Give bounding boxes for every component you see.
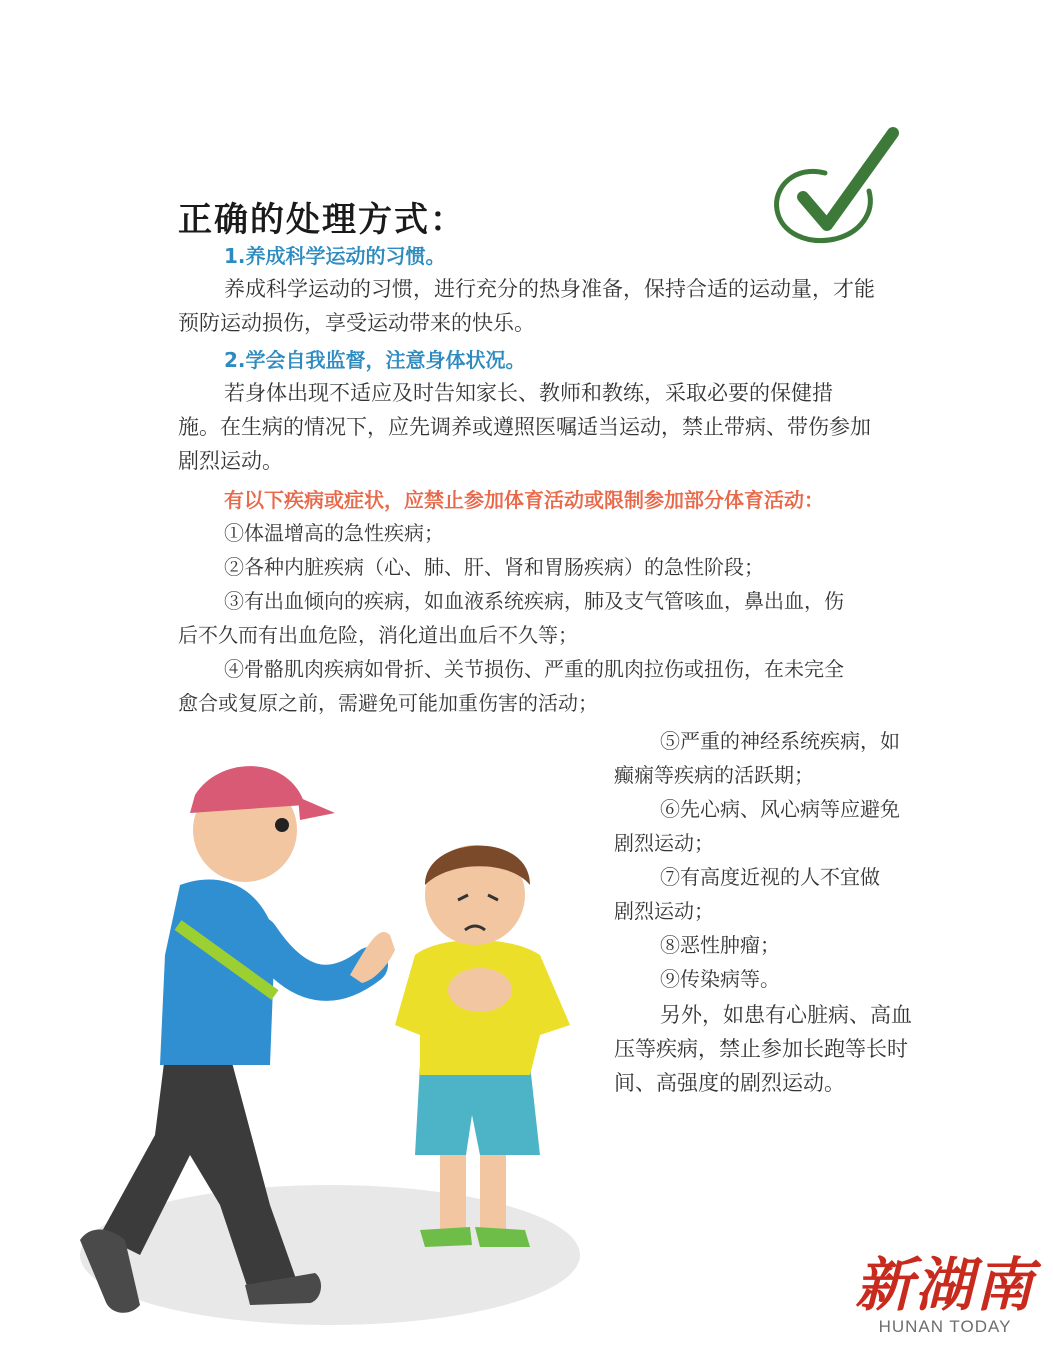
section2-line-1: 若身体出现不适应及时告知家长、教师和教练，采取必要的保健措: [224, 381, 833, 405]
section1-line-2: 预防运动损伤，享受运动带来的快乐。: [178, 311, 535, 335]
condition-item-3-cont: 后不久而有出血危险，消化道出血后不久等；: [178, 623, 578, 647]
section2-line-2: 施。在生病的情况下，应先调养或遵照医嘱适当运动，禁止带病、带伤参加: [178, 415, 871, 439]
condition-item-4-cont: 愈合或复原之前，需避免可能加重伤害的活动；: [178, 691, 598, 715]
condition-item-5: ⑤严重的神经系统疾病，如: [660, 729, 900, 753]
section2-title: 2.学会自我监督，注意身体状况。: [224, 348, 526, 372]
note-line-1: 另外，如患有心脏病、高血: [660, 1003, 912, 1027]
brand-title: 新湖南: [854, 1251, 1035, 1319]
coach-and-child-illustration: [70, 735, 600, 1345]
condition-item-9: ⑨传染病等。: [660, 967, 780, 991]
section1-title: 1.养成科学运动的习惯。: [224, 244, 446, 268]
checkmark-icon: [765, 125, 900, 250]
condition-item-8: ⑧恶性肿瘤；: [660, 933, 780, 957]
page-title: 正确的处理方式：: [178, 200, 466, 240]
condition-item-4: ④骨骼肌肉疾病如骨折、关节损伤、严重的肌肉拉伤或扭伤，在未完全: [224, 657, 844, 681]
brand-subtitle: HUNAN TODAY: [878, 1317, 1012, 1336]
condition-item-6: ⑥先心病、风心病等应避免: [660, 797, 900, 821]
section2-line-3: 剧烈运动。: [178, 449, 283, 473]
section1-line-1: 养成科学运动的习惯，进行充分的热身准备，保持合适的运动量，才能: [224, 277, 875, 301]
note-line-3: 间、高强度的剧烈运动。: [614, 1071, 845, 1095]
condition-item-1: ①体温增高的急性疾病；: [224, 521, 444, 545]
warning-heading: 有以下疾病或症状，应禁止参加体育活动或限制参加部分体育活动：: [224, 488, 824, 512]
brand-logo: [855, 1253, 1035, 1337]
note-line-2: 压等疾病，禁止参加长跑等长时: [614, 1037, 908, 1061]
condition-item-3: ③有出血倾向的疾病，如血液系统疾病，肺及支气管咳血，鼻出血，伤: [224, 589, 844, 613]
condition-item-7-cont: 剧烈运动；: [614, 899, 714, 923]
condition-item-2: ②各种内脏疾病（心、肺、肝、肾和胃肠疾病）的急性阶段；: [224, 555, 764, 579]
condition-item-7: ⑦有高度近视的人不宜做: [660, 865, 880, 889]
condition-item-5-cont: 癫痫等疾病的活跃期；: [614, 763, 814, 787]
condition-item-6-cont: 剧烈运动；: [614, 831, 714, 855]
